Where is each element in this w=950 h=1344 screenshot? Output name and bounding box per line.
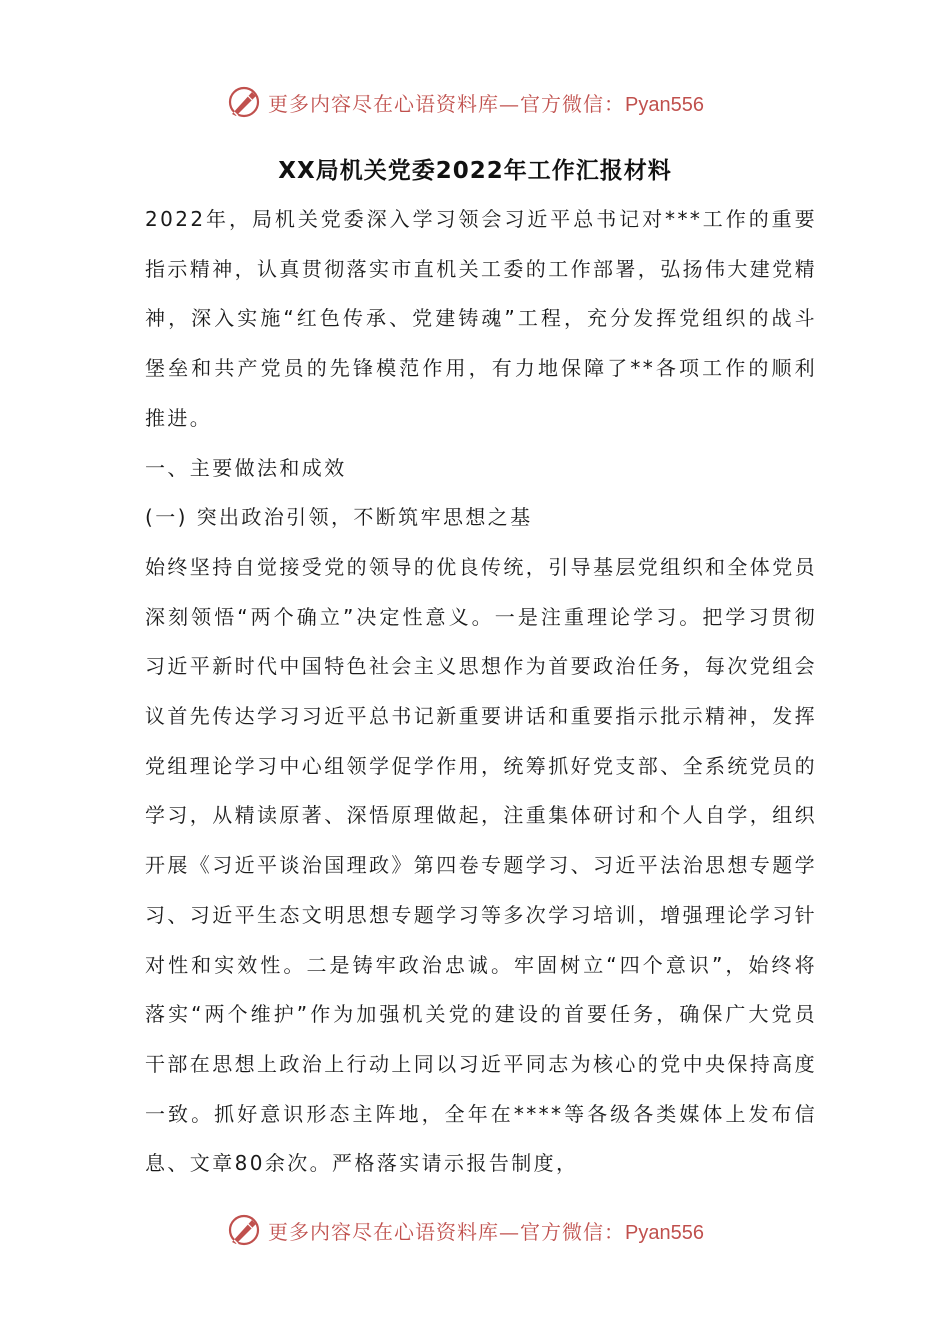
banner-wechat-id: Pyan556 [625,1221,704,1244]
banner-text [268,88,704,117]
document-body [145,195,817,1189]
banner-text-cn: 更多内容尽在心语资料库—官方微信： [268,1219,625,1244]
subsection-heading: (一) 突出政治引领，不断筑牢思想之基 [145,505,533,530]
body-paragraph: 始终坚持自觉接受党的领导的优良传统，引导基层党组织和全体党员深刻领悟“两个确立”决定性意义。一是注重理论学习。把学习贯彻习近平新时代中国特色社会主义思想作为首要政治任务，每次党组会议首先传达学习习近平总书记新重要讲话和重要指示批示精神，发挥党组理论学习中心组领学促学作用，统筹抓好党支部、全系统党员的学习，从精读原著、深悟原理做起，注重集体研讨和个人自学，组织开展《习近平谈治国理政》第四卷专题学习、习近平法治思想专题学习、习近平生态文明思想专题学习等多次学习培训，增强理论学习针对性和实效性。二是铸牢政治忠诚。牢固树立“四个意识”，始终将落实“两个维护”作为加强机关党的建设的首要任务，确保广大党员干部在思想上政治上行动上同以习近平同志为核心的党中央保持高度一致。抓好意识形态主阵地，全年在****等各级各类媒体上发布信息、文章80余次。严格落实请示报告制度， [145,554,817,1176]
footer-banner [226,1210,704,1250]
intro-paragraph: 2022年，局机关党委深入学习领会习近平总书记对***工作的重要指示精神，认真贯彻落实市直机关工委的工作部署，弘扬伟大建党精神，深入实施“红色传承、党建铸魂”工程，充分发挥党组织的战斗堡垒和共产党员的先锋模范作用，有力地保障了**各项工作的顺利推进。 [145,207,817,430]
section-heading: 一、主要做法和成效 [145,455,347,480]
quill-pen-logo-icon [226,84,262,120]
document-title: XX局机关党委2022年工作汇报材料 [278,158,672,184]
banner-text-cn: 更多内容尽在心语资料库—官方微信： [268,91,625,116]
quill-pen-logo-icon [226,1212,262,1248]
header-banner [226,82,704,122]
banner-wechat-id: Pyan556 [625,93,704,116]
banner-text [268,1216,704,1245]
